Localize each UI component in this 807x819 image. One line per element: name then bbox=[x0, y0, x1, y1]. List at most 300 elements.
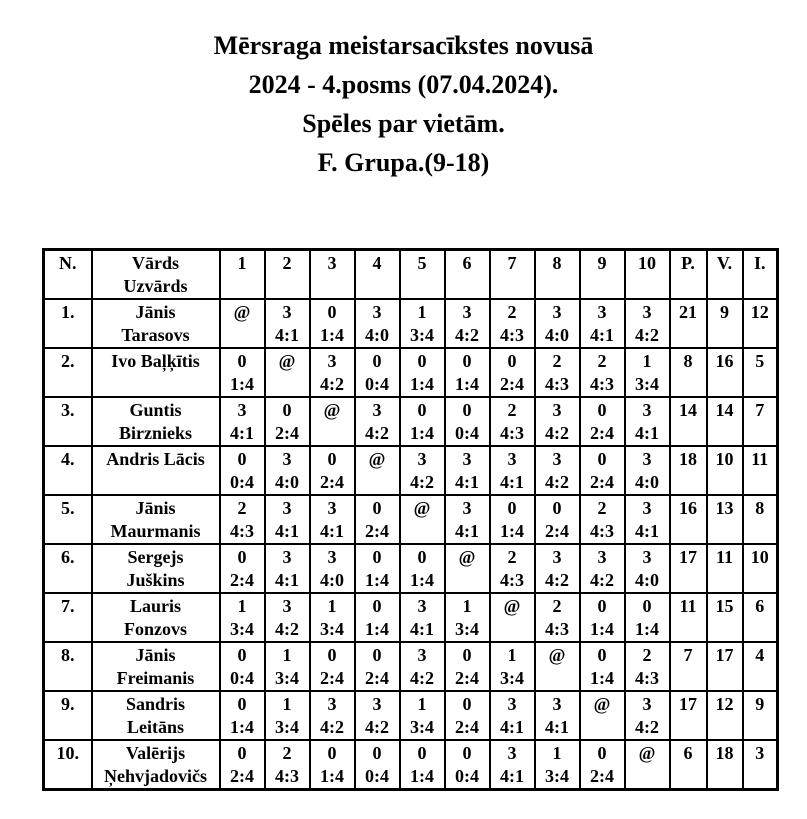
game-cell bbox=[265, 593, 310, 642]
cell-line: @ bbox=[503, 596, 521, 616]
cell-line: Juškins bbox=[126, 570, 185, 590]
cell-line: 3 bbox=[597, 547, 607, 567]
rank-cell bbox=[44, 446, 92, 495]
cell-line: 3 bbox=[417, 449, 427, 469]
game-cell bbox=[580, 348, 625, 397]
cell-line bbox=[708, 618, 742, 641]
cell-line bbox=[744, 569, 777, 592]
game-cell bbox=[490, 348, 535, 397]
cell-line: 0 bbox=[597, 645, 607, 665]
cell-line bbox=[708, 275, 742, 298]
cell-line: 4:2 bbox=[275, 619, 299, 639]
cell-line bbox=[45, 618, 91, 641]
points-cell bbox=[670, 642, 707, 691]
game-cell bbox=[625, 299, 670, 348]
cell-line: Sergejs bbox=[127, 547, 184, 567]
player-name-cell bbox=[92, 593, 220, 642]
cell-line: Fonzovs bbox=[124, 619, 187, 639]
game-cell bbox=[265, 691, 310, 740]
cell-line bbox=[744, 324, 777, 347]
cell-line: 4:2 bbox=[545, 570, 569, 590]
cell-line: 2 bbox=[642, 645, 652, 665]
wins-cell bbox=[707, 348, 743, 397]
cell-line: 3 bbox=[327, 694, 337, 714]
game-cell bbox=[400, 593, 445, 642]
cell-line: Guntis bbox=[129, 400, 182, 420]
cell-line bbox=[581, 716, 624, 739]
cell-line: 3 bbox=[282, 547, 292, 567]
cell-line bbox=[311, 275, 354, 298]
cell-line: 0 bbox=[237, 351, 247, 371]
points-cell bbox=[670, 397, 707, 446]
game-cell bbox=[220, 593, 265, 642]
game-cell bbox=[445, 299, 490, 348]
cell-line bbox=[536, 667, 579, 690]
place-cell bbox=[743, 691, 778, 740]
game-cell bbox=[265, 495, 310, 544]
cell-line bbox=[708, 569, 742, 592]
header-cell-r1 bbox=[220, 250, 265, 300]
header-cell-r4 bbox=[355, 250, 400, 300]
cell-line bbox=[744, 765, 777, 788]
cell-line: 12 bbox=[750, 302, 769, 322]
game-cell bbox=[445, 642, 490, 691]
rank-cell bbox=[44, 544, 92, 593]
cell-line bbox=[708, 716, 742, 739]
game-cell bbox=[535, 299, 580, 348]
header-cell-name bbox=[92, 250, 220, 300]
cell-line: 1 bbox=[282, 694, 292, 714]
game-cell bbox=[535, 593, 580, 642]
cell-line: 1. bbox=[61, 302, 75, 322]
cell-line: 8 bbox=[552, 253, 562, 273]
game-cell bbox=[535, 544, 580, 593]
cell-line: 3 bbox=[552, 547, 562, 567]
game-cell bbox=[490, 691, 535, 740]
cell-line: 4:1 bbox=[635, 521, 659, 541]
cell-line: 18 bbox=[679, 449, 697, 469]
player-name-cell bbox=[92, 299, 220, 348]
cell-line: 0 bbox=[372, 351, 382, 371]
wins-cell bbox=[707, 299, 743, 348]
cell-line: 1:4 bbox=[410, 374, 434, 394]
cell-line: 4:2 bbox=[635, 325, 659, 345]
game-cell bbox=[490, 642, 535, 691]
cell-line: Jānis bbox=[135, 498, 176, 518]
cell-line bbox=[744, 618, 777, 641]
game-cell bbox=[535, 348, 580, 397]
cell-line: 2:4 bbox=[590, 423, 614, 443]
cell-line: Tarasovs bbox=[121, 325, 190, 345]
cell-line: 3:4 bbox=[275, 668, 299, 688]
cell-line bbox=[491, 618, 534, 641]
cell-line: 0 bbox=[507, 351, 517, 371]
cell-line bbox=[266, 373, 309, 396]
cell-line bbox=[45, 716, 91, 739]
cell-line: 6 bbox=[755, 596, 765, 616]
header-cell-r9 bbox=[580, 250, 625, 300]
cell-line: 3 bbox=[642, 449, 652, 469]
cell-line: 2:4 bbox=[590, 766, 614, 786]
game-cell bbox=[310, 495, 355, 544]
game-cell bbox=[400, 740, 445, 790]
cell-line bbox=[266, 275, 309, 298]
game-cell bbox=[580, 544, 625, 593]
cell-line: 4:2 bbox=[455, 325, 479, 345]
cell-line: 4:1 bbox=[455, 472, 479, 492]
game-cell bbox=[265, 740, 310, 790]
cell-line: 0 bbox=[372, 743, 382, 763]
cell-line: 5. bbox=[61, 498, 75, 518]
game-cell bbox=[535, 691, 580, 740]
game-cell bbox=[490, 740, 535, 790]
game-cell bbox=[625, 446, 670, 495]
cell-line: 3 bbox=[507, 694, 517, 714]
cell-line: 3 bbox=[507, 743, 517, 763]
cell-line bbox=[708, 373, 742, 396]
cell-line: 3 bbox=[507, 449, 517, 469]
cell-line: Ivo Baļķītis bbox=[111, 351, 200, 371]
cell-line bbox=[744, 275, 777, 298]
cell-line bbox=[708, 471, 742, 494]
cell-line: 2 bbox=[507, 302, 517, 322]
game-cell bbox=[220, 544, 265, 593]
cell-line: 3 bbox=[327, 351, 337, 371]
cell-line: 0 bbox=[372, 547, 382, 567]
cell-line bbox=[708, 422, 742, 445]
cell-line: 1:4 bbox=[635, 619, 659, 639]
game-cell bbox=[490, 495, 535, 544]
game-cell bbox=[220, 691, 265, 740]
cell-line: 2:4 bbox=[545, 521, 569, 541]
table-row bbox=[44, 299, 778, 348]
cell-line: 4:3 bbox=[545, 374, 569, 394]
rank-cell bbox=[44, 495, 92, 544]
cell-line: 10. bbox=[56, 743, 79, 763]
cell-line: @ bbox=[413, 498, 431, 518]
cell-line: 4:1 bbox=[500, 717, 524, 737]
cell-line: 3 bbox=[642, 400, 652, 420]
cell-line: 0 bbox=[237, 547, 247, 567]
cell-line: 2:4 bbox=[230, 570, 254, 590]
cell-line: 0 bbox=[597, 449, 607, 469]
cell-line: 3 bbox=[462, 498, 472, 518]
game-cell bbox=[220, 348, 265, 397]
player-name-cell bbox=[92, 544, 220, 593]
cell-line: Sandris bbox=[125, 694, 186, 714]
points-cell bbox=[670, 299, 707, 348]
cell-line: 3 bbox=[372, 694, 382, 714]
cell-line: 0 bbox=[417, 743, 427, 763]
cell-line: 5 bbox=[755, 351, 765, 371]
results-table-body bbox=[44, 299, 778, 790]
cell-line: 4:0 bbox=[365, 325, 389, 345]
cell-line bbox=[671, 324, 706, 347]
cell-line: 9 bbox=[720, 302, 729, 322]
cell-line: Uzvārds bbox=[123, 276, 188, 296]
cell-line: 16 bbox=[715, 351, 734, 371]
wins-cell bbox=[707, 446, 743, 495]
cell-line: 4:0 bbox=[545, 325, 569, 345]
player-name-cell bbox=[92, 740, 220, 790]
place-cell bbox=[743, 593, 778, 642]
cell-line bbox=[671, 471, 706, 494]
cell-line bbox=[536, 275, 579, 298]
cell-line: 4:3 bbox=[545, 619, 569, 639]
cell-line: 0 bbox=[237, 743, 247, 763]
cell-line: 4:1 bbox=[455, 521, 479, 541]
header-cell-n bbox=[44, 250, 92, 300]
table-row bbox=[44, 544, 778, 593]
header-cell-r5 bbox=[400, 250, 445, 300]
game-cell bbox=[580, 299, 625, 348]
game-cell bbox=[625, 691, 670, 740]
cell-line bbox=[93, 373, 219, 396]
game-cell bbox=[580, 740, 625, 790]
cell-line: @ bbox=[368, 449, 386, 469]
cell-line: 3 bbox=[327, 547, 337, 567]
table-row bbox=[44, 348, 778, 397]
cell-line bbox=[581, 275, 624, 298]
cell-line: N. bbox=[59, 253, 77, 273]
table-row bbox=[44, 642, 778, 691]
game-cell bbox=[400, 446, 445, 495]
game-cell bbox=[355, 691, 400, 740]
cell-line: 1:4 bbox=[230, 374, 254, 394]
title-line-1: Mērsraga meistarsacīkstes novusā bbox=[213, 31, 594, 60]
cell-line: 0 bbox=[417, 400, 427, 420]
header-cell-r7 bbox=[490, 250, 535, 300]
game-cell bbox=[625, 593, 670, 642]
cell-line: 4:1 bbox=[500, 766, 524, 786]
cell-line bbox=[45, 520, 91, 543]
place-cell bbox=[743, 495, 778, 544]
rank-cell bbox=[44, 691, 92, 740]
game-cell bbox=[580, 495, 625, 544]
wins-cell bbox=[707, 642, 743, 691]
cell-line bbox=[401, 275, 444, 298]
cell-line: 4:3 bbox=[230, 521, 254, 541]
cell-line: 1:4 bbox=[500, 521, 524, 541]
cell-line: 1:4 bbox=[455, 374, 479, 394]
cell-line bbox=[446, 569, 489, 592]
game-cell bbox=[445, 495, 490, 544]
title-line-4: F. Grupa.(9-18) bbox=[317, 148, 490, 177]
cell-line bbox=[744, 471, 777, 494]
cell-line: 2:4 bbox=[455, 717, 479, 737]
cell-line: 2:4 bbox=[500, 374, 524, 394]
cell-line: 2 bbox=[282, 253, 292, 273]
cell-line: 2 bbox=[237, 498, 247, 518]
game-cell bbox=[445, 740, 490, 790]
header-cell-r8 bbox=[535, 250, 580, 300]
game-cell bbox=[535, 740, 580, 790]
cell-line: 3 bbox=[642, 547, 652, 567]
cell-line: 3:4 bbox=[500, 668, 524, 688]
game-cell bbox=[355, 642, 400, 691]
cell-line: 8 bbox=[755, 498, 765, 518]
place-cell bbox=[743, 446, 778, 495]
cell-line: 14 bbox=[679, 400, 697, 420]
cell-line bbox=[45, 765, 91, 788]
game-cell bbox=[265, 446, 310, 495]
cell-line: 6 bbox=[462, 253, 472, 273]
cell-line bbox=[446, 275, 489, 298]
cell-line: 3 bbox=[552, 449, 562, 469]
cell-line: 3 bbox=[372, 302, 382, 322]
cell-line bbox=[708, 667, 742, 690]
player-name-cell bbox=[92, 495, 220, 544]
cell-line: @ bbox=[323, 400, 341, 420]
place-cell bbox=[743, 397, 778, 446]
cell-line: 3 bbox=[642, 498, 652, 518]
cell-line bbox=[744, 716, 777, 739]
place-cell bbox=[743, 348, 778, 397]
cell-line bbox=[626, 275, 669, 298]
cell-line: 4:0 bbox=[320, 570, 344, 590]
cell-line: 16 bbox=[679, 498, 697, 518]
cell-line: 1:4 bbox=[410, 766, 434, 786]
cell-line: 0 bbox=[462, 351, 472, 371]
game-cell bbox=[580, 593, 625, 642]
cell-line: 0 bbox=[642, 596, 652, 616]
cell-line: 9 bbox=[755, 694, 765, 714]
game-cell bbox=[445, 446, 490, 495]
cell-line: 3 bbox=[237, 400, 247, 420]
cell-line: Vārds bbox=[131, 253, 179, 273]
cell-line: @ bbox=[593, 694, 611, 714]
cell-line: 4:1 bbox=[410, 619, 434, 639]
cell-line: 2 bbox=[597, 498, 607, 518]
cell-line: 10 bbox=[715, 449, 734, 469]
cell-line: 1 bbox=[282, 645, 292, 665]
cell-line: 11 bbox=[715, 547, 733, 567]
cell-line: @ bbox=[638, 743, 656, 763]
points-cell bbox=[670, 348, 707, 397]
game-cell bbox=[220, 299, 265, 348]
cell-line: 2. bbox=[61, 351, 75, 371]
results-table-head bbox=[44, 250, 778, 300]
rank-cell bbox=[44, 348, 92, 397]
points-cell bbox=[670, 446, 707, 495]
cell-line: 18 bbox=[715, 743, 734, 763]
cell-line: 1:4 bbox=[320, 766, 344, 786]
cell-line: 0:4 bbox=[455, 766, 479, 786]
cell-line: 0 bbox=[237, 645, 247, 665]
game-cell bbox=[400, 544, 445, 593]
cell-line: 17 bbox=[715, 645, 734, 665]
cell-line: 4:1 bbox=[320, 521, 344, 541]
cell-line bbox=[45, 373, 91, 396]
cell-line: 0:4 bbox=[230, 472, 254, 492]
cell-line: 2:4 bbox=[455, 668, 479, 688]
cell-line: 2:4 bbox=[365, 521, 389, 541]
wins-cell bbox=[707, 593, 743, 642]
game-cell bbox=[400, 397, 445, 446]
cell-line: 1 bbox=[237, 596, 247, 616]
cell-line bbox=[744, 373, 777, 396]
cell-line: 0 bbox=[327, 645, 337, 665]
points-cell bbox=[670, 593, 707, 642]
cell-line: Freimanis bbox=[116, 668, 195, 688]
cell-line: 0 bbox=[417, 547, 427, 567]
wins-cell bbox=[707, 397, 743, 446]
cell-line bbox=[744, 667, 777, 690]
wins-cell bbox=[707, 495, 743, 544]
cell-line: 1 bbox=[642, 351, 652, 371]
cell-line bbox=[671, 618, 706, 641]
cell-line: Leitāns bbox=[126, 717, 184, 737]
cell-line: 3 bbox=[327, 253, 337, 273]
cell-line: 3 bbox=[462, 449, 472, 469]
table-row bbox=[44, 593, 778, 642]
table-row bbox=[44, 446, 778, 495]
cell-line bbox=[93, 471, 219, 494]
cell-line: 3 bbox=[642, 694, 652, 714]
cell-line: 17 bbox=[679, 547, 697, 567]
wins-cell bbox=[707, 691, 743, 740]
game-cell bbox=[355, 299, 400, 348]
cell-line: 4:1 bbox=[635, 423, 659, 443]
cell-line bbox=[45, 569, 91, 592]
game-cell bbox=[310, 642, 355, 691]
cell-line: 4:2 bbox=[320, 717, 344, 737]
cell-line bbox=[311, 422, 354, 445]
game-cell bbox=[355, 544, 400, 593]
game-cell bbox=[220, 642, 265, 691]
cell-line: 0 bbox=[462, 645, 472, 665]
cell-line: 3 bbox=[282, 498, 292, 518]
cell-line: 1 bbox=[552, 743, 562, 763]
cell-line: 2:4 bbox=[230, 766, 254, 786]
cell-line: 4:2 bbox=[320, 374, 344, 394]
results-table bbox=[42, 248, 779, 791]
cell-line: 7 bbox=[683, 645, 693, 665]
game-cell bbox=[355, 495, 400, 544]
game-cell bbox=[535, 446, 580, 495]
cell-line: 1:4 bbox=[590, 668, 614, 688]
cell-line: 0 bbox=[237, 694, 247, 714]
cell-line: 0 bbox=[462, 743, 472, 763]
cell-line: 4:3 bbox=[500, 423, 524, 443]
game-cell bbox=[445, 544, 490, 593]
game-cell bbox=[490, 397, 535, 446]
game-cell bbox=[490, 593, 535, 642]
cell-line: Andris Lācis bbox=[106, 449, 205, 469]
cell-line bbox=[671, 569, 706, 592]
cell-line: 0 bbox=[282, 400, 292, 420]
place-cell bbox=[743, 299, 778, 348]
cell-line: 2 bbox=[597, 351, 607, 371]
cell-line: 6. bbox=[61, 547, 75, 567]
cell-line: 3 bbox=[755, 743, 765, 763]
cell-line: 3:4 bbox=[635, 374, 659, 394]
header-cell-i bbox=[743, 250, 778, 300]
cell-line: 1 bbox=[237, 253, 247, 273]
game-cell bbox=[400, 348, 445, 397]
game-cell bbox=[400, 691, 445, 740]
rank-cell bbox=[44, 397, 92, 446]
cell-line: @ bbox=[548, 645, 566, 665]
game-cell bbox=[400, 495, 445, 544]
cell-line: 3 bbox=[282, 596, 292, 616]
game-cell bbox=[580, 691, 625, 740]
cell-line: 0 bbox=[507, 498, 517, 518]
rank-cell bbox=[44, 740, 92, 790]
cell-line: 3 bbox=[462, 302, 472, 322]
cell-line: Lauris bbox=[129, 596, 181, 616]
cell-line bbox=[45, 422, 91, 445]
